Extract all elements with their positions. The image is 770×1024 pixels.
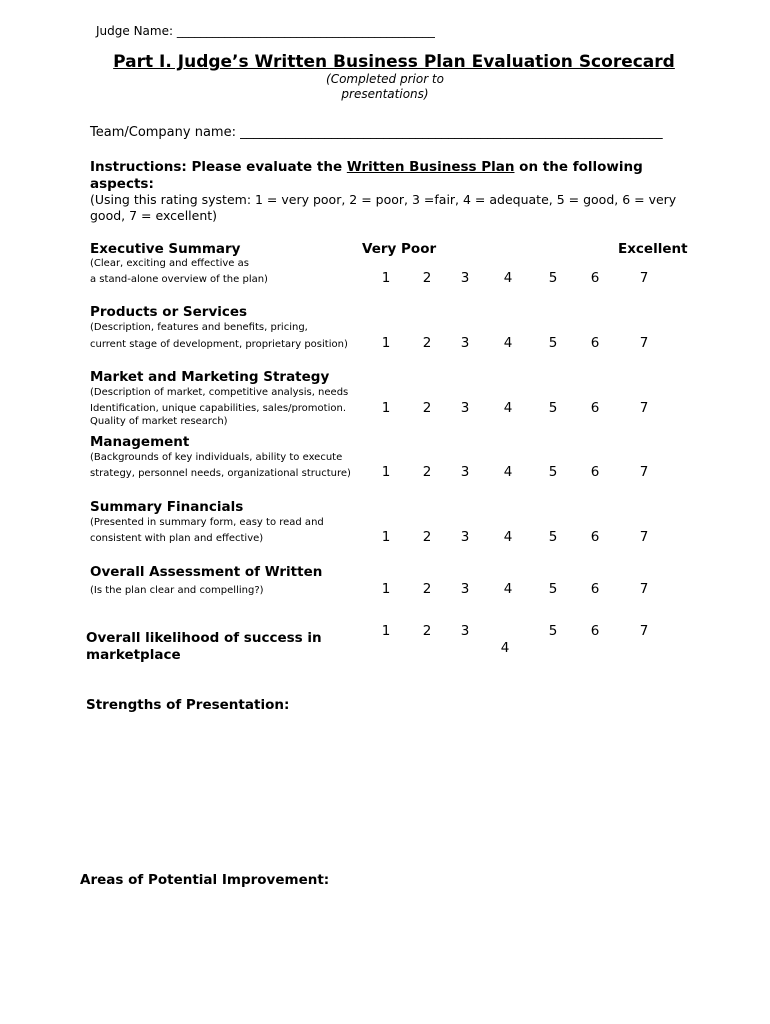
rating-option[interactable]: 7 (639, 400, 649, 416)
rating-option[interactable]: 7 (639, 270, 649, 286)
rating-option[interactable]: 3 (460, 581, 470, 597)
rating-option[interactable]: 7 (639, 335, 649, 351)
rating-option[interactable]: 3 (460, 335, 470, 351)
rating-option[interactable]: 7 (639, 529, 649, 545)
rating-option[interactable]: 5 (548, 270, 558, 286)
rating-option[interactable]: 1 (381, 529, 391, 545)
section-desc: current stage of development, proprietary position) (90, 339, 348, 350)
section-desc: Identification, unique capabilities, sales/promotion. (90, 403, 346, 414)
section-title: Management (90, 434, 190, 450)
rating-option[interactable]: 5 (548, 400, 558, 416)
rating-option[interactable]: 4 (503, 400, 513, 416)
section-desc: (Presented in summary form, easy to read and (90, 517, 324, 528)
section-title: Market and Marketing Strategy (90, 369, 330, 385)
rating-option[interactable]: 4 (503, 581, 513, 597)
rating-option[interactable]: 5 (548, 623, 558, 639)
instructions-suffix: on the following aspects: (90, 159, 643, 192)
rating-option[interactable]: 7 (639, 464, 649, 480)
rating-option[interactable]: 3 (460, 529, 470, 545)
subtitle-line-1: (Completed prior to (326, 72, 444, 86)
instructions (90, 159, 690, 193)
rating-option[interactable]: 1 (381, 581, 391, 597)
rating-option[interactable]: 1 (381, 270, 391, 286)
rating-option[interactable]: 3 (460, 270, 470, 286)
scale-high-label: Excellent (618, 241, 688, 257)
section-title: Products or Services (90, 304, 248, 320)
rating-option[interactable]: 2 (422, 335, 432, 351)
rating-option[interactable]: 1 (381, 623, 391, 639)
rating-system-note: (Using this rating system: 1 = very poor, 2 = poor, 3 =fair, 4 = adequate, 5 = good, 6 = very good, 7 = excellent) (90, 192, 677, 223)
rating-option[interactable]: 3 (460, 464, 470, 480)
rating-option[interactable]: 6 (590, 270, 600, 286)
rating-option[interactable]: 2 (422, 270, 432, 286)
instructions-prefix: Instructions: Please evaluate the (90, 159, 347, 175)
overall-likelihood-label: Overall likelihood of success in (86, 630, 322, 646)
section-desc: (Description of market, competitive analysis, needs (90, 387, 349, 398)
instructions-emphasis: Written Business Plan (346, 159, 515, 175)
section-desc: (Backgrounds of key individuals, ability to execute (90, 452, 343, 463)
rating-option[interactable]: 4 (503, 335, 513, 351)
team-name-field: Team/Company name: _________________________________________________________________ (90, 125, 663, 140)
section-desc: (Clear, exciting and effective as (90, 258, 249, 269)
rating-option[interactable]: 6 (590, 529, 600, 545)
section-desc: a stand-alone overview of the plan) (90, 274, 268, 285)
section-desc: (Is the plan clear and compelling?) (90, 585, 264, 596)
rating-option[interactable]: 4 (503, 464, 513, 480)
rating-option[interactable]: 1 (381, 464, 391, 480)
section-desc: strategy, personnel needs, organizational structure) (90, 468, 351, 479)
rating-option[interactable]: 3 (460, 623, 470, 639)
rating-option[interactable]: 1 (381, 335, 391, 351)
improvement-label: Areas of Potential Improvement: (80, 872, 330, 888)
strengths-label: Strengths of Presentation: (86, 697, 290, 713)
rating-option[interactable]: 5 (548, 335, 558, 351)
overall-likelihood-label: marketplace (86, 647, 181, 663)
rating-option[interactable]: 3 (460, 400, 470, 416)
section-desc: consistent with plan and effective) (90, 533, 264, 544)
rating-option[interactable]: 6 (590, 335, 600, 351)
section-title: Executive Summary (90, 241, 241, 257)
rating-option[interactable]: 5 (548, 464, 558, 480)
rating-option[interactable]: 7 (639, 623, 649, 639)
rating-option[interactable]: 2 (422, 400, 432, 416)
section-desc: (Description, features and benefits, pricing, (90, 322, 308, 333)
rating-option[interactable]: 4 (500, 640, 510, 656)
rating-option[interactable]: 6 (590, 623, 600, 639)
section-title: Summary Financials (90, 499, 244, 515)
scale-low-label: Very Poor (362, 241, 437, 257)
rating-option[interactable]: 2 (422, 623, 432, 639)
rating-option[interactable]: 4 (503, 529, 513, 545)
section-title: Overall Assessment of Written (90, 564, 323, 580)
rating-option[interactable]: 1 (381, 400, 391, 416)
rating-option[interactable]: 2 (422, 529, 432, 545)
rating-option[interactable]: 6 (590, 464, 600, 480)
judge-name-field: Judge Name: ___________________________________________ (96, 24, 435, 38)
section-desc: Quality of market research) (90, 416, 228, 427)
rating-option[interactable]: 6 (590, 581, 600, 597)
rating-option[interactable]: 2 (422, 464, 432, 480)
rating-option[interactable]: 6 (590, 400, 600, 416)
page-title: Part I. Judge’s Written Business Plan Evaluation Scorecard (113, 52, 675, 72)
rating-option[interactable]: 5 (548, 529, 558, 545)
rating-option[interactable]: 7 (639, 581, 649, 597)
rating-option[interactable]: 5 (548, 581, 558, 597)
rating-option[interactable]: 2 (422, 581, 432, 597)
rating-option[interactable]: 4 (503, 270, 513, 286)
subtitle-line-2: presentations) (341, 87, 429, 101)
